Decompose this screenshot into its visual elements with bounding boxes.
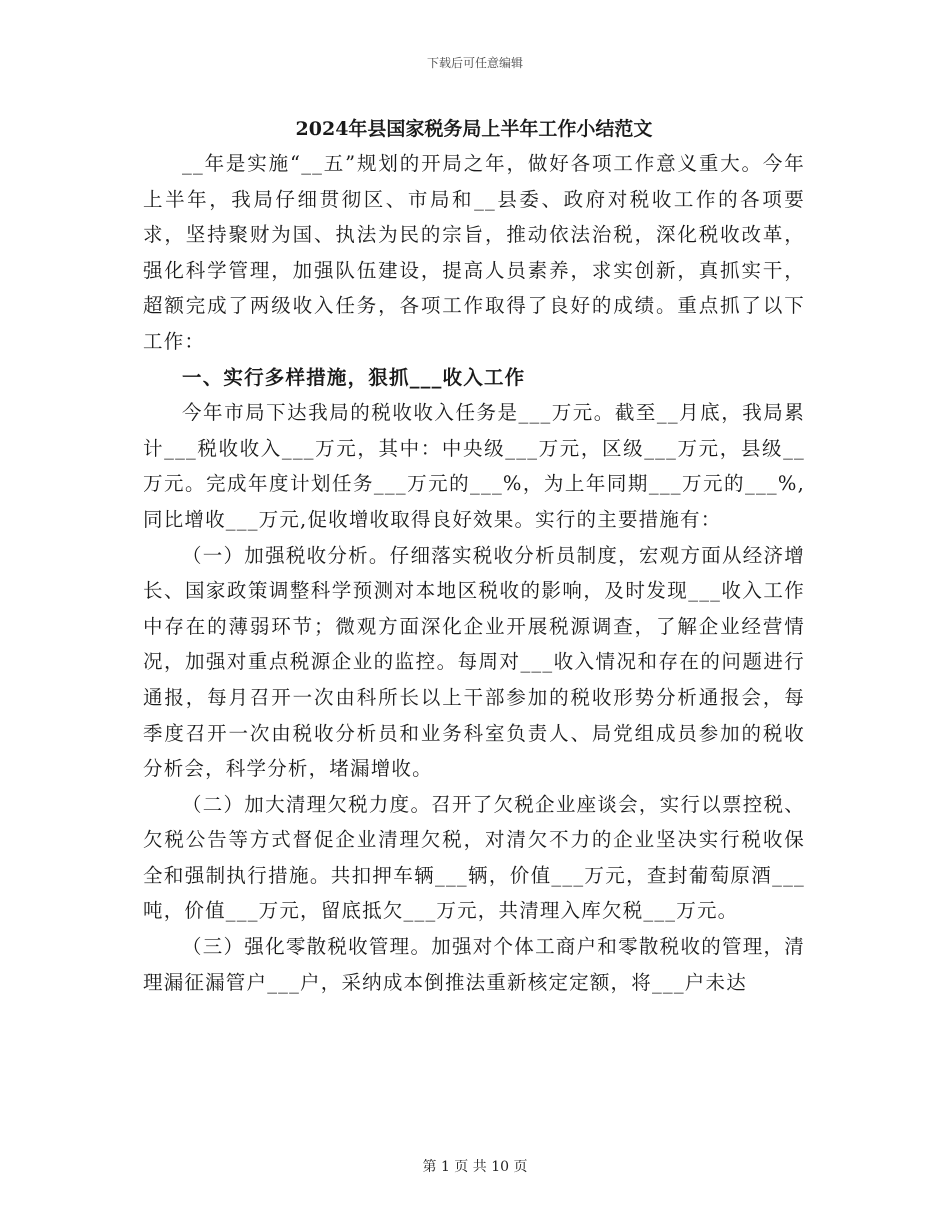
section-heading: 一、实行多样措施，狠抓___收入工作	[182, 365, 526, 389]
document-body	[143, 112, 805, 1000]
document-title: 2024年县国家税务局上半年工作小结范文	[295, 118, 653, 140]
revenue-paragraph: 今年市局下达我局的税收收入任务是___万元。截至__月底，我局累计___税收收入___万元，其中：中央级___万元，区级___万元，县级__万元。完成年度计划任务___万元的___%，为上年同期___万元的___%,同比增收___万元,促收增收取得良好效果。实行的主要措施有：	[143, 401, 805, 531]
header-note: 下载后可任意编辑	[426, 56, 523, 70]
page-footer: 第 1 页 共 10 页	[422, 1159, 528, 1175]
measure-2-paragraph: （二）加大清理欠税力度。召开了欠税企业座谈会，实行以票控税、欠税公告等方式督促企业清理欠税，对清欠不力的企业坚决实行税收保全和强制执行措施。共扣押车辆___辆，价值___万元，查封葡萄原酒___吨，价值___万元，留底抵欠___万元，共清理入库欠税___万元。	[143, 792, 805, 923]
intro-paragraph: __年是实施“__五”规划的开局之年，做好各项工作意义重大。今年上半年，我局仔细贯彻区、市局和__县委、政府对税收工作的各项要求，坚持聚财为国、执法为民的宗旨，推动依法治税，深化税收改革，强化科学管理，加强队伍建设，提高人员素养，求实创新，真抓实干，超额完成了两级收入任务，各项工作取得了良好的成绩。重点抓了以下工作：	[143, 152, 805, 353]
measure-1-paragraph: （一）加强税收分析。仔细落实税收分析员制度，宏观方面从经济增长、国家政策调整科学预测对本地区税收的影响，及时发现___收入工作中存在的薄弱环节；微观方面深化企业开展税源调查，了解企业经营情况，加强对重点税源企业的监控。每周对___收入情况和存在的问题进行通报，每月召开一次由科所长以上干部参加的税收形势分析通报会，每季度召开一次由税收分析员和业务科室负责人、局党组成员参加的税收分析会，科学分析，堵漏增收。	[143, 543, 805, 781]
measure-3-paragraph: （三）强化零散税收管理。加强对个体工商户和零散税收的管理，清理漏征漏管户___户，采纳成本倒推法重新核定定额，将___户未达	[143, 935, 805, 994]
